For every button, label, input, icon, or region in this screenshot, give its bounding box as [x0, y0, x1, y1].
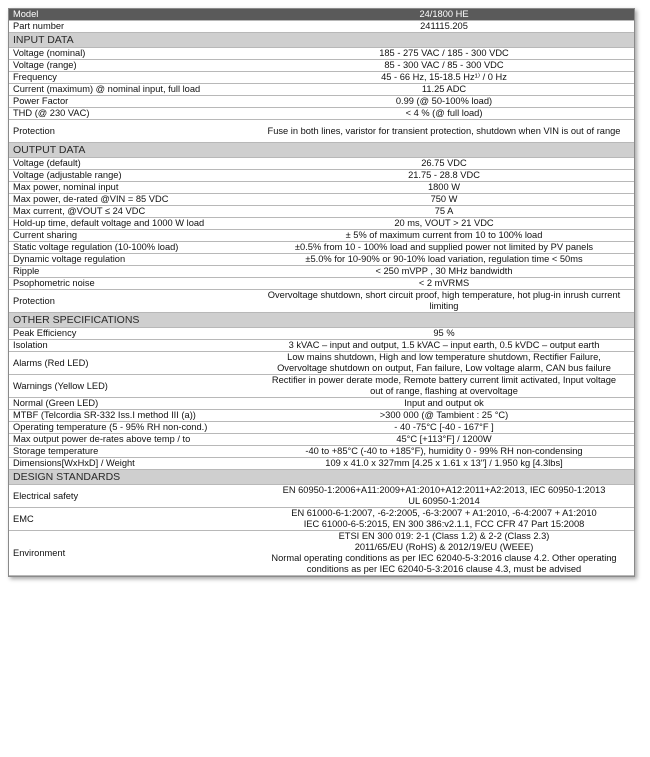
table-row [9, 108, 634, 120]
spec-label: Voltage (range) [9, 60, 254, 72]
table-row [9, 158, 634, 170]
spec-value: 0.99 (@ 50-100% load) [254, 96, 634, 108]
spec-label: THD (@ 230 VAC) [9, 108, 254, 120]
spec-value: ± 5% of maximum current from 10 to 100% load [254, 230, 634, 242]
spec-value: - 40 -75°C [-40 - 167°F ] [254, 422, 634, 434]
spec-label: Electrical safety [9, 485, 254, 508]
model-row [9, 9, 634, 21]
table-row [9, 60, 634, 72]
spec-value: 75 A [254, 206, 634, 218]
spec-table [9, 9, 634, 576]
spec-label: Protection [9, 120, 254, 143]
spec-value: 95 % [254, 328, 634, 340]
table-row [9, 328, 634, 340]
table-row [9, 410, 634, 422]
spec-sheet [8, 8, 635, 577]
spec-value: EN 61000-6-1:2007, -6-2:2005, -6-3:2007 + A1:2010, -6-4:2007 + A1:2010 IEC 61000-6-5:2015, EN 300 386:v2.1.1, FCC CFR 47 Part 15:2008 [254, 508, 634, 531]
table-row [9, 206, 634, 218]
spec-label: Dimensions[WxHxD] / Weight [9, 458, 254, 470]
table-row [9, 508, 634, 531]
spec-label: Frequency [9, 72, 254, 84]
spec-label: Environment [9, 531, 254, 576]
table-row [9, 182, 634, 194]
section-title-design: DESIGN STANDARDS [9, 470, 634, 485]
spec-value: 26.75 VDC [254, 158, 634, 170]
spec-label: Psophometric noise [9, 278, 254, 290]
table-row [9, 194, 634, 206]
table-row [9, 485, 634, 508]
spec-value: 750 W [254, 194, 634, 206]
table-row [9, 254, 634, 266]
spec-label: Max output power de-rates above temp / to [9, 434, 254, 446]
table-row [9, 422, 634, 434]
table-row [9, 340, 634, 352]
model-label: Model [9, 9, 254, 21]
spec-value: < 250 mVPP , 30 MHz bandwidth [254, 266, 634, 278]
part-number-value: 241115.205 [254, 21, 634, 33]
spec-value: Low mains shutdown, High and low temperature shutdown, Rectifier Failure, Overvoltage shutdown on output, Fan failure, Low voltage alarm, CAN bus failure [254, 352, 634, 375]
table-row [9, 230, 634, 242]
spec-label: Warnings (Yellow LED) [9, 375, 254, 398]
section-header-other [9, 313, 634, 328]
table-row [9, 434, 634, 446]
spec-label: Ripple [9, 266, 254, 278]
spec-label: Voltage (nominal) [9, 48, 254, 60]
spec-value: 45 - 66 Hz, 15-18.5 Hz¹⁾ / 0 Hz [254, 72, 634, 84]
spec-label: Voltage (default) [9, 158, 254, 170]
part-number-row [9, 21, 634, 33]
spec-value: 45°C [+113°F] / 1200W [254, 434, 634, 446]
spec-value: EN 60950-1:2006+A11:2009+A1:2010+A12:2011+A2:2013, IEC 60950-1:2013 UL 60950-1:2014 [254, 485, 634, 508]
spec-label: Hold-up time, default voltage and 1000 W load [9, 218, 254, 230]
table-row [9, 278, 634, 290]
spec-label: Max power, de-rated @VIN = 85 VDC [9, 194, 254, 206]
spec-label: Alarms (Red LED) [9, 352, 254, 375]
table-row [9, 72, 634, 84]
spec-label: Voltage (adjustable range) [9, 170, 254, 182]
table-row [9, 375, 634, 398]
spec-value: 109 x 41.0 x 327mm [4.25 x 1.61 x 13"] / 1.950 kg [4.3lbs] [254, 458, 634, 470]
table-row [9, 170, 634, 182]
table-row [9, 290, 634, 313]
table-row [9, 398, 634, 410]
table-row [9, 120, 634, 143]
spec-value: ±5.0% for 10-90% or 90-10% load variation, regulation time < 50ms [254, 254, 634, 266]
table-row [9, 352, 634, 375]
table-row [9, 48, 634, 60]
spec-value: < 4 % (@ full load) [254, 108, 634, 120]
spec-value: 11.25 ADC [254, 84, 634, 96]
spec-label: Current (maximum) @ nominal input, full load [9, 84, 254, 96]
spec-value: 21.75 - 28.8 VDC [254, 170, 634, 182]
spec-value: Input and output ok [254, 398, 634, 410]
part-number-label: Part number [9, 21, 254, 33]
spec-label: Max power, nominal input [9, 182, 254, 194]
spec-label: Protection [9, 290, 254, 313]
spec-label: Static voltage regulation (10-100% load) [9, 242, 254, 254]
spec-value: Rectifier in power derate mode, Remote battery current limit activated, Input voltage out of range, flashing at overvoltage [254, 375, 634, 398]
spec-label: Normal (Green LED) [9, 398, 254, 410]
spec-value: 1800 W [254, 182, 634, 194]
spec-value: ±0.5% from 10 - 100% load and supplied power not limited by PV panels [254, 242, 634, 254]
spec-label: Max current, @VOUT ≤ 24 VDC [9, 206, 254, 218]
spec-label: Isolation [9, 340, 254, 352]
spec-value: 20 ms, VOUT > 21 VDC [254, 218, 634, 230]
section-title-output: OUTPUT DATA [9, 143, 634, 158]
spec-value: ETSI EN 300 019: 2-1 (Class 1.2) & 2-2 (Class 2.3) 2011/65/EU (RoHS) & 2012/19/EU (WEEE) Normal operating conditions as per IEC 62040-5-3:2016 clause 4.2. Other operating conditions as per IEC 62040-5-3:2016 clause 4.3, must be advised [254, 531, 634, 576]
spec-value: 85 - 300 VAC / 85 - 300 VDC [254, 60, 634, 72]
spec-value: 185 - 275 VAC / 185 - 300 VDC [254, 48, 634, 60]
spec-value: Fuse in both lines, varistor for transient protection, shutdown when VIN is out of range [254, 120, 634, 143]
section-header-output [9, 143, 634, 158]
table-row [9, 458, 634, 470]
spec-value: -40 to +85°C (-40 to +185°F), humidity 0 - 99% RH non-condensing [254, 446, 634, 458]
spec-label: Peak Efficiency [9, 328, 254, 340]
spec-label: Current sharing [9, 230, 254, 242]
spec-value: 3 kVAC – input and output, 1.5 kVAC – input earth, 0.5 kVDC – output earth [254, 340, 634, 352]
spec-label: Storage temperature [9, 446, 254, 458]
table-row [9, 242, 634, 254]
spec-value: Overvoltage shutdown, short circuit proof, high temperature, hot plug-in inrush current limiting [254, 290, 634, 313]
section-header-design [9, 470, 634, 485]
spec-label: Dynamic voltage regulation [9, 254, 254, 266]
spec-label: Operating temperature (5 - 95% RH non-cond.) [9, 422, 254, 434]
table-row [9, 446, 634, 458]
table-row [9, 96, 634, 108]
table-row [9, 266, 634, 278]
table-row [9, 84, 634, 96]
table-row [9, 218, 634, 230]
spec-label: MTBF (Telcordia SR-332 Iss.I method III (a)) [9, 410, 254, 422]
table-row [9, 531, 634, 576]
section-title-input: INPUT DATA [9, 33, 634, 48]
spec-value: >300 000 (@ Tambient : 25 °C) [254, 410, 634, 422]
spec-label: Power Factor [9, 96, 254, 108]
spec-value: < 2 mVRMS [254, 278, 634, 290]
section-header-input [9, 33, 634, 48]
model-value: 24/1800 HE [254, 9, 634, 21]
section-title-other: OTHER SPECIFICATIONS [9, 313, 634, 328]
spec-label: EMC [9, 508, 254, 531]
